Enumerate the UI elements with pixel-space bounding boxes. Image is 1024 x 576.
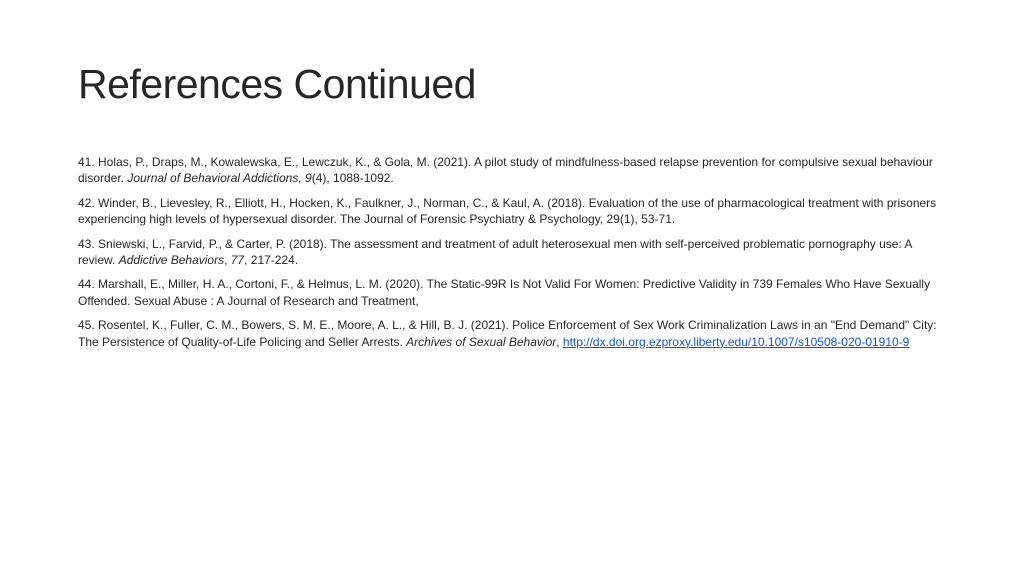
reference-text: , 217-224. [244,253,299,268]
doi-link[interactable]: http://dx.doi.org.ezproxy.liberty.edu/10.1007/s10508-020-01910-9 [562,334,910,349]
journal-volume: 77 [230,253,245,268]
reference-item-41 [78,154,948,187]
reference-item-44 [78,276,948,309]
reference-text: 42. Winder, B., Lievesley, R., Elliott, H., Hocken, K., Faulkner, J., Norman, C., & Kaul, A. (2018). Evaluation of the use of pharmacological treatment with prisoners experiencing high levels of hypersexual disorder. The Journal of Forensic Psychiatry & Psychology, 29(1), 53-71. [78,195,937,227]
reference-text: 41. Holas, P., Draps, M., Kowalewska, E., Lewczuk, K., & Gola, M. (2021). A pilot study of mindfulness-based relapse prevention for compulsive sexual behaviour disorder. [78,155,933,186]
reference-text: 43. Sniewski, L., Farvid, P., & Carter, P. (2018). The assessment and treatment of adult heterosexual men with self-perceived problematic pornography use: A review. [78,236,912,268]
reference-text: , [556,334,563,349]
journal-title: Addictive Behaviors [118,253,225,268]
journal-title: Archives of Sexual Behavior [406,334,557,349]
reference-item-42 [78,195,948,228]
reference-list [78,154,948,358]
reference-text: 45. Rosentel, K., Fuller, C. M., Bowers, S. M. E., Moore, A. L., & Hill, B. J. (2021). Police Enforcement of Sex Work Criminalization Laws in an "End Demand" City: The Persistence of Quality-of-Life Policing and Seller Arrests. [78,318,937,349]
reference-text: , [224,253,231,268]
reference-text: (4), 1088-1092. [311,171,394,186]
slide-title: References Continued [78,61,476,107]
journal-title: Journal of Behavioral Addictions, 9 [127,171,312,186]
reference-item-45 [78,317,948,350]
reference-text: 44. Marshall, E., Miller, H. A., Cortoni, F., & Helmus, L. M. (2020). The Static-99R Is Not Valid For Women: Predictive Validity in 739 Females Who Have Sexually Offended. Sexual Abuse : A Journal of Research and Treatment, [78,277,931,308]
reference-item-43 [78,236,948,269]
